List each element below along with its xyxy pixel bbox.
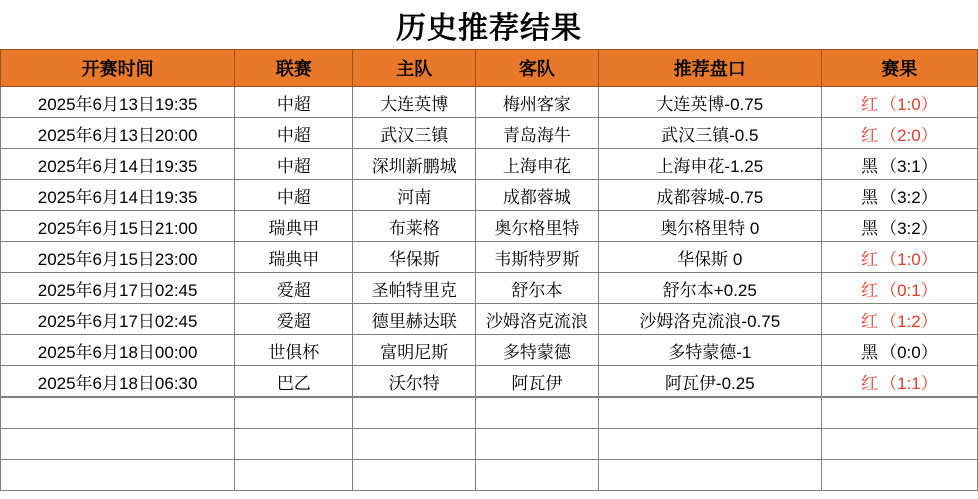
cell-league: 巴乙 — [235, 366, 353, 397]
result-score: （1:2） — [880, 311, 938, 331]
cell-time: 2025年6月14日19:35 — [1, 180, 235, 211]
cell-pick: 奥尔格里特 0 — [598, 211, 821, 242]
empty-cell[interactable] — [476, 398, 599, 429]
cell-result — [821, 87, 977, 118]
table-header — [1, 50, 978, 87]
cell-home-team: 沃尔特 — [353, 366, 476, 397]
empty-cell[interactable] — [821, 429, 977, 460]
page-title: 历史推荐结果 — [396, 11, 582, 45]
empty-cell[interactable] — [821, 460, 977, 491]
empty-cell[interactable] — [476, 460, 599, 491]
table-row — [1, 180, 978, 211]
cell-pick: 武汉三镇-0.5 — [598, 118, 821, 149]
cell-league: 中超 — [235, 180, 353, 211]
cell-pick: 阿瓦伊-0.25 — [598, 366, 821, 397]
empty-cell[interactable] — [353, 460, 476, 491]
result-label: 黑 — [861, 342, 879, 362]
table-row — [1, 87, 978, 118]
cell-away-team: 奥尔格里特 — [476, 211, 599, 242]
status-badge — [822, 366, 977, 396]
cell-time: 2025年6月18日06:30 — [1, 366, 235, 397]
empty-cell[interactable] — [598, 429, 821, 460]
result-label: 黑 — [861, 187, 879, 207]
cell-away-team: 舒尔本 — [476, 273, 599, 304]
cell-league: 世俱杯 — [235, 335, 353, 366]
empty-cell[interactable] — [476, 429, 599, 460]
cell-time: 2025年6月13日20:00 — [1, 118, 235, 149]
status-badge — [822, 211, 977, 241]
table-row — [1, 242, 978, 273]
cell-home-team: 华保斯 — [353, 242, 476, 273]
cell-away-team: 韦斯特罗斯 — [476, 242, 599, 273]
cell-result — [821, 304, 977, 335]
table-row — [1, 118, 978, 149]
status-badge — [822, 180, 977, 210]
status-badge — [822, 335, 977, 365]
result-label: 黑 — [861, 218, 879, 238]
result-score: （3:1） — [880, 156, 938, 176]
title-row — [0, 0, 978, 49]
status-badge — [822, 273, 977, 303]
empty-cell[interactable] — [1, 429, 235, 460]
table-row — [1, 335, 978, 366]
cell-league: 中超 — [235, 87, 353, 118]
status-badge — [822, 149, 977, 179]
empty-cell[interactable] — [235, 460, 353, 491]
cell-home-team: 河南 — [353, 180, 476, 211]
cell-pick: 沙姆洛克流浪-0.75 — [598, 304, 821, 335]
cell-league: 瑞典甲 — [235, 211, 353, 242]
result-score: （3:2） — [880, 187, 938, 207]
empty-rows-table — [0, 397, 978, 491]
cell-league: 爱超 — [235, 273, 353, 304]
result-label: 黑 — [861, 156, 879, 176]
cell-away-team: 成都蓉城 — [476, 180, 599, 211]
cell-league: 中超 — [235, 118, 353, 149]
cell-time: 2025年6月17日02:45 — [1, 304, 235, 335]
cell-pick: 华保斯 0 — [598, 242, 821, 273]
empty-cell[interactable] — [353, 429, 476, 460]
result-label: 红 — [861, 125, 879, 145]
empty-row — [1, 398, 978, 429]
table-row — [1, 366, 978, 397]
column-header-league: 联赛 — [235, 50, 353, 87]
cell-result — [821, 118, 977, 149]
cell-away-team: 梅州客家 — [476, 87, 599, 118]
result-score: （1:1） — [880, 373, 938, 393]
cell-away-team: 青岛海牛 — [476, 118, 599, 149]
cell-pick: 多特蒙德-1 — [598, 335, 821, 366]
cell-home-team: 富明尼斯 — [353, 335, 476, 366]
cell-result — [821, 335, 977, 366]
result-score: （0:1） — [880, 280, 938, 300]
status-badge — [822, 242, 977, 272]
cell-home-team: 武汉三镇 — [353, 118, 476, 149]
cell-home-team: 圣帕特里克 — [353, 273, 476, 304]
table-row — [1, 304, 978, 335]
cell-league: 爱超 — [235, 304, 353, 335]
cell-result — [821, 180, 977, 211]
result-score: （1:0） — [880, 94, 938, 114]
empty-cell[interactable] — [353, 398, 476, 429]
cell-home-team: 布莱格 — [353, 211, 476, 242]
result-label: 红 — [861, 373, 879, 393]
column-header-time: 开赛时间 — [1, 50, 235, 87]
table-row — [1, 273, 978, 304]
empty-row — [1, 429, 978, 460]
column-header-pick: 推荐盘口 — [598, 50, 821, 87]
result-score: （0:0） — [880, 342, 938, 362]
empty-cell[interactable] — [235, 398, 353, 429]
empty-rows-body — [1, 398, 978, 491]
column-header-result: 赛果 — [821, 50, 977, 87]
result-score: （3:2） — [880, 218, 938, 238]
cell-result — [821, 273, 977, 304]
empty-cell[interactable] — [598, 460, 821, 491]
status-badge — [822, 118, 977, 148]
cell-away-team: 上海申花 — [476, 149, 599, 180]
cell-time: 2025年6月17日02:45 — [1, 273, 235, 304]
cell-league: 中超 — [235, 149, 353, 180]
cell-home-team: 大连英博 — [353, 87, 476, 118]
cell-pick: 上海申花-1.25 — [598, 149, 821, 180]
result-label: 红 — [861, 280, 879, 300]
result-score: （2:0） — [880, 125, 938, 145]
cell-home-team: 德里赫达联 — [353, 304, 476, 335]
table-row — [1, 149, 978, 180]
cell-time: 2025年6月15日21:00 — [1, 211, 235, 242]
table-header-row — [1, 50, 978, 87]
cell-away-team: 多特蒙德 — [476, 335, 599, 366]
cell-time: 2025年6月13日19:35 — [1, 87, 235, 118]
cell-result — [821, 366, 977, 397]
empty-cell[interactable] — [598, 398, 821, 429]
result-label: 红 — [861, 311, 879, 331]
result-label: 红 — [861, 249, 879, 269]
cell-away-team: 阿瓦伊 — [476, 366, 599, 397]
cell-time: 2025年6月15日23:00 — [1, 242, 235, 273]
status-badge — [822, 304, 977, 334]
cell-time: 2025年6月14日19:35 — [1, 149, 235, 180]
table-row — [1, 211, 978, 242]
empty-cell[interactable] — [1, 460, 235, 491]
empty-cell[interactable] — [1, 398, 235, 429]
result-score: （1:0） — [880, 249, 938, 269]
empty-row — [1, 460, 978, 491]
cell-away-team: 沙姆洛克流浪 — [476, 304, 599, 335]
cell-time: 2025年6月18日00:00 — [1, 335, 235, 366]
cell-result — [821, 149, 977, 180]
result-label: 红 — [861, 94, 879, 114]
empty-cell[interactable] — [821, 398, 977, 429]
cell-pick: 大连英博-0.75 — [598, 87, 821, 118]
cell-league: 瑞典甲 — [235, 242, 353, 273]
cell-pick: 成都蓉城-0.75 — [598, 180, 821, 211]
column-header-away-team: 客队 — [476, 50, 599, 87]
status-badge — [822, 87, 977, 117]
table-body — [1, 87, 978, 397]
empty-cell[interactable] — [235, 429, 353, 460]
cell-pick: 舒尔本+0.25 — [598, 273, 821, 304]
column-header-home-team: 主队 — [353, 50, 476, 87]
cell-home-team: 深圳新鹏城 — [353, 149, 476, 180]
cell-result — [821, 211, 977, 242]
history-results-table — [0, 49, 978, 397]
cell-result — [821, 242, 977, 273]
